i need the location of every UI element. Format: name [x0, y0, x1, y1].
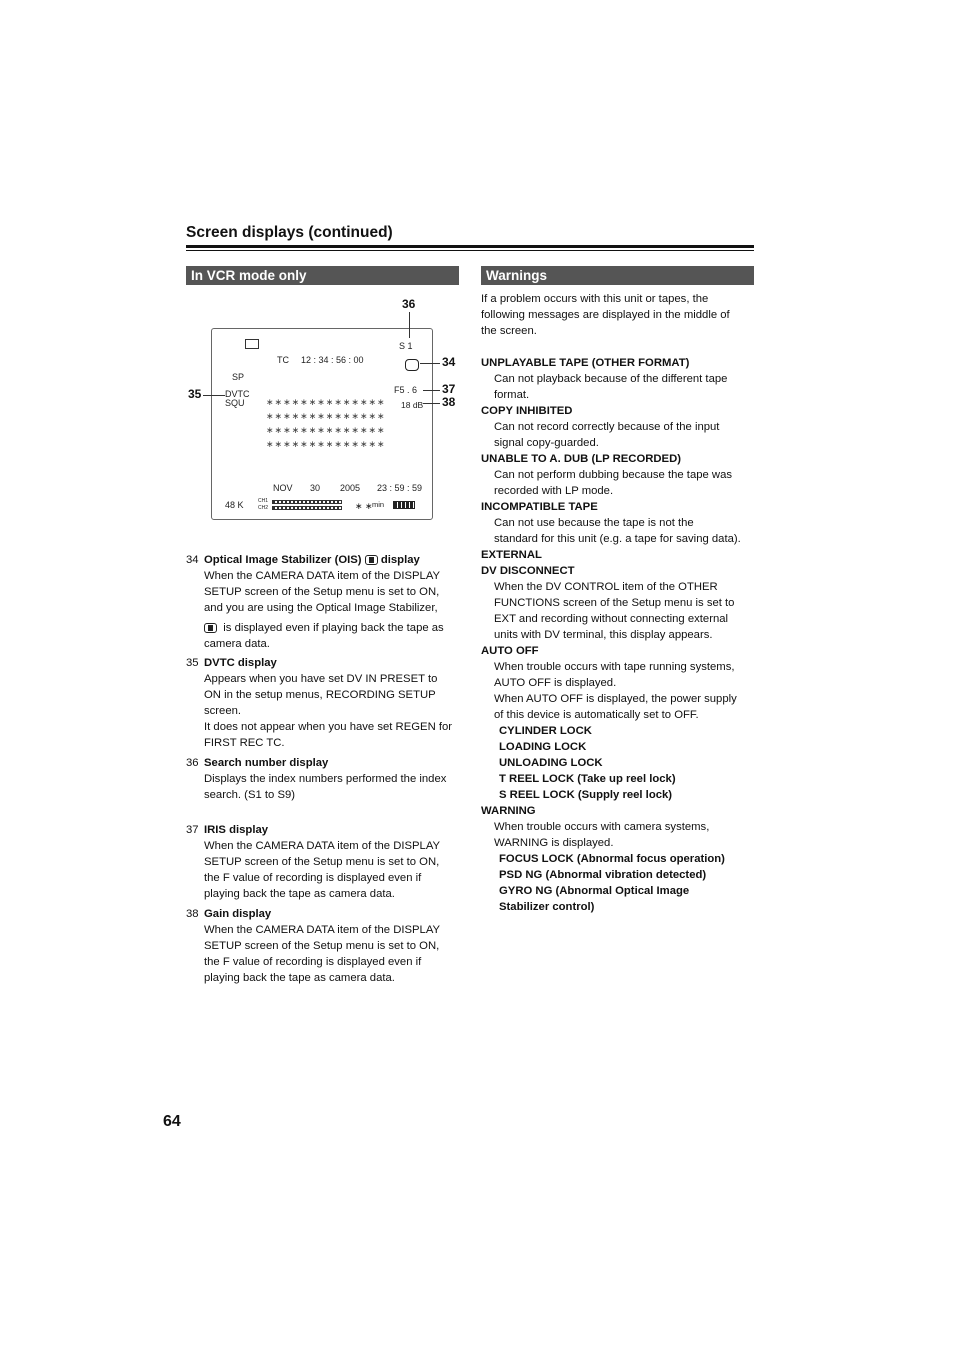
- item-38-title: Gain display: [204, 908, 272, 920]
- callout-35-line: [203, 395, 225, 396]
- date-month: NOV: [273, 483, 293, 493]
- warning-description: AUTO OFF is displayed.: [494, 677, 617, 689]
- callout-37: 37: [442, 382, 456, 396]
- dvtc-label: DVTC: [225, 389, 250, 399]
- audio-meter-ch1: [272, 500, 342, 504]
- intro-line: the screen.: [481, 325, 537, 337]
- time-value: 23 : 59 : 59: [377, 483, 423, 493]
- item-38-line: When the CAMERA DATA item of the DISPLAY: [204, 924, 441, 936]
- warning-heading: WARNING: [481, 805, 536, 817]
- callout-35: 35: [188, 387, 202, 401]
- ois-icon: [204, 623, 217, 633]
- warning-description: units with DV terminal, this display appears.: [494, 629, 713, 641]
- search-number: S 1: [399, 341, 413, 351]
- section-title: Screen displays (continued): [186, 224, 393, 241]
- ois-icon: [365, 555, 378, 565]
- warning-heading: COPY INHIBITED: [481, 405, 573, 417]
- warning-subitem: CYLINDER LOCK: [499, 725, 592, 737]
- warning-subitem: T REEL LOCK (Take up reel lock): [499, 773, 676, 785]
- warning-description: standard for this unit (e.g. a tape for saving data).: [494, 533, 741, 545]
- warning-subitem: PSD NG (Abnormal vibration detected): [499, 869, 707, 881]
- item-36-line: Displays the index numbers performed the index: [204, 773, 447, 785]
- item-37-line: SETUP screen of the Setup menu is set to ON,: [204, 856, 440, 868]
- stars-row-2: ∗∗∗∗∗∗∗∗∗∗∗∗∗∗: [266, 411, 386, 421]
- warning-description: FUNCTIONS screen of the Setup menu is set to: [494, 597, 735, 609]
- warning-description: WARNING is displayed.: [494, 837, 614, 849]
- warning-subitem: UNLOADING LOCK: [499, 757, 603, 769]
- item-35: [204, 655, 464, 751]
- warning-subitem: S REEL LOCK (Supply reel lock): [499, 789, 673, 801]
- item-38-line: the F value of recording is displayed even if: [204, 956, 422, 968]
- sp-label: SP: [232, 372, 245, 382]
- callout-36-line: [409, 312, 410, 338]
- intro-line: If a problem occurs with this unit or tapes, the: [481, 293, 709, 305]
- item-34-line: and you are using the Optical Image Stabilizer,: [204, 602, 438, 614]
- header-rule-thick: [186, 245, 754, 248]
- item-36-number: 36: [186, 757, 199, 769]
- warning-heading: EXTERNAL: [481, 549, 542, 561]
- item-37: [204, 822, 464, 902]
- audio-meter-ch2: [272, 506, 342, 510]
- item-37-line: When the CAMERA DATA item of the DISPLAY: [204, 840, 441, 852]
- warnings-list: [481, 355, 766, 915]
- vcr-mode-heading: In VCR mode only: [186, 266, 459, 285]
- callout-36: 36: [402, 297, 416, 311]
- warning-description: of this device is automatically set to OFF.: [494, 709, 699, 721]
- page-number: 64: [163, 1113, 181, 1130]
- warning-description: Can not playback because of the different tape: [494, 373, 728, 385]
- item-37-title: IRIS display: [204, 824, 269, 836]
- warning-subitem: Stabilizer control): [499, 901, 595, 913]
- ch2-label: CH2: [258, 505, 269, 511]
- tc-value: 12 : 34 : 56 : 00: [301, 355, 364, 365]
- item-35-line: screen.: [204, 705, 242, 717]
- item-34-tail: [204, 620, 464, 652]
- warning-description: Can not use because the tape is not the: [494, 517, 694, 529]
- warning-description: When AUTO OFF is displayed, the power supply: [494, 693, 737, 705]
- item-37-number: 37: [186, 824, 199, 836]
- callout-38-line: [423, 403, 440, 404]
- warning-description: Can not record correctly because of the input: [494, 421, 720, 433]
- warnings-intro: [481, 291, 761, 339]
- item-35-title: DVTC display: [204, 657, 277, 669]
- squ-label: SQU: [225, 398, 245, 408]
- callout-34-line: [420, 363, 440, 364]
- intro-line: following messages are displayed in the middle of: [481, 309, 730, 321]
- item-35-line: ON in the setup menus, RECORDING SETUP: [204, 689, 436, 701]
- item-34-line: When the CAMERA DATA item of the DISPLAY: [204, 570, 441, 582]
- card-icon: [245, 339, 259, 349]
- item-38-number: 38: [186, 908, 199, 920]
- warning-description: recorded with LP mode.: [494, 485, 614, 497]
- callout-37-line: [423, 390, 440, 391]
- item-34: [204, 552, 464, 616]
- item-36-title: Search number display: [204, 757, 329, 769]
- item-35-line: It does not appear when you have set REGEN for: [204, 721, 453, 733]
- item-34-line: SETUP screen of the Setup menu is set to ON,: [204, 586, 440, 598]
- audio-label: 48 K: [225, 500, 244, 510]
- item-35-line: FIRST REC TC.: [204, 737, 285, 749]
- warning-description: Can not perform dubbing because the tape was: [494, 469, 733, 481]
- callout-38: 38: [442, 395, 456, 409]
- date-year: 2005: [340, 483, 361, 493]
- item-38-line: SETUP screen of the Setup menu is set to ON,: [204, 940, 440, 952]
- stars-row-4: ∗∗∗∗∗∗∗∗∗∗∗∗∗∗: [266, 439, 386, 449]
- tc-label: TC: [277, 355, 289, 365]
- item-38-line: playing back the tape as camera data.: [204, 972, 395, 984]
- date-day: 30: [310, 483, 321, 493]
- item-36-line: search. (S1 to S9): [204, 789, 296, 801]
- screen-display-figure: [211, 328, 433, 520]
- remain-stars: ∗ ∗: [355, 501, 373, 511]
- item-34-line: camera data.: [204, 638, 270, 650]
- battery-icon: [393, 501, 415, 509]
- warning-description: EXT and recording without connecting external: [494, 613, 729, 625]
- warning-description: When trouble occurs with camera systems,: [494, 821, 710, 833]
- warning-description: When the DV CONTROL item of the OTHER: [494, 581, 718, 593]
- warning-heading: INCOMPATIBLE TAPE: [481, 501, 598, 513]
- warning-subitem: LOADING LOCK: [499, 741, 587, 753]
- stars-row-3: ∗∗∗∗∗∗∗∗∗∗∗∗∗∗: [266, 425, 386, 435]
- warnings-heading: Warnings: [481, 266, 754, 285]
- min-label: min: [372, 500, 385, 509]
- item-36: [204, 755, 464, 803]
- item-34-title-tail: display: [380, 554, 420, 566]
- item-37-line: the F value of recording is displayed even if: [204, 872, 422, 884]
- warning-heading: UNABLE TO A. DUB (LP RECORDED): [481, 453, 682, 465]
- item-34-number: 34: [186, 554, 199, 566]
- iris-value: F5 . 6: [394, 385, 418, 395]
- item-35-line: Appears when you have set DV IN PRESET to: [204, 673, 438, 685]
- item-34-line: is displayed even if playing back the tape as: [223, 622, 444, 634]
- warning-heading: AUTO OFF: [481, 645, 539, 657]
- warning-description: signal copy-guarded.: [494, 437, 599, 449]
- item-35-number: 35: [186, 657, 199, 669]
- ch1-label: CH1: [258, 498, 269, 504]
- item-38: [204, 906, 464, 986]
- warning-subitem: GYRO NG (Abnormal Optical Image: [499, 885, 690, 897]
- warning-subitem: FOCUS LOCK (Abnormal focus operation): [499, 853, 725, 865]
- stars-row-1: ∗∗∗∗∗∗∗∗∗∗∗∗∗∗: [266, 397, 386, 407]
- warning-heading: DV DISCONNECT: [481, 565, 575, 577]
- warning-description: When trouble occurs with tape running systems,: [494, 661, 735, 673]
- ois-icon: [405, 359, 419, 371]
- gain-value: 18 dB: [401, 400, 424, 410]
- item-34-title: Optical Image Stabilizer (OIS): [204, 554, 362, 566]
- warning-heading: UNPLAYABLE TAPE (OTHER FORMAT): [481, 357, 690, 369]
- item-37-line: playing back the tape as camera data.: [204, 888, 395, 900]
- header-rule-thin: [186, 250, 754, 251]
- callout-34: 34: [442, 355, 456, 369]
- warning-description: format.: [494, 389, 530, 401]
